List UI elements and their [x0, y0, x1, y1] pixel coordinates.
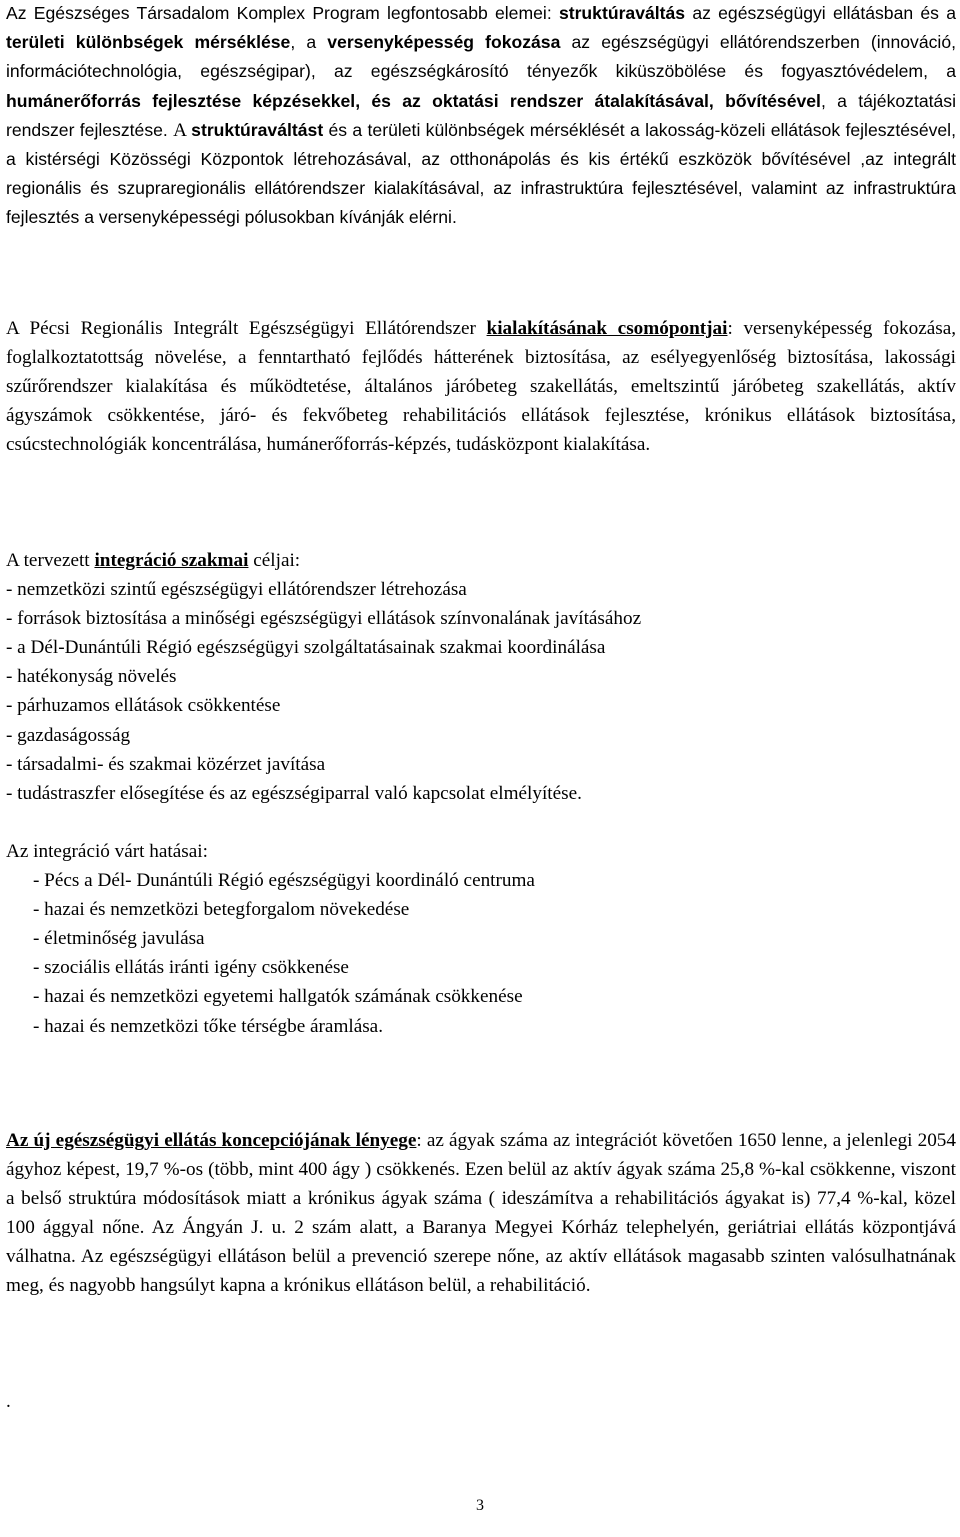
- paragraph-program-elements: [6, 0, 956, 233]
- list-item: - hazai és nemzetközi egyetemi hallgatók számának csökkenése: [33, 986, 523, 1008]
- list-item: - életminőség javulása: [33, 928, 205, 950]
- text-run: az egészségügyi ellátórendszerben (innováció, információtechnológia, egészségipar), az egészségkárosító tényezők kiküszöbölése és fogyasztóvédelem, a: [6, 32, 956, 82]
- effects-list: [6, 866, 956, 1041]
- bold-underlined-term: integráció szakmai: [94, 550, 249, 571]
- text-run: az egészségügyi ellátásban és a: [685, 3, 956, 23]
- text-run: , a: [290, 32, 328, 53]
- list-item: - párhuzamos ellátások csökkentése: [6, 695, 281, 717]
- text-run: A Pécsi Regionális Integrált Egészségügyi Ellátórendszer: [6, 318, 487, 339]
- section-heading: A tervezett integráció szakmai céljai:: [6, 550, 301, 571]
- bold-underlined-term: kialakításának csomópontjai: [486, 318, 728, 339]
- paragraph-concept: [6, 1126, 956, 1301]
- bold-term: területi különbségek mérséklése: [6, 32, 291, 53]
- bold-term: versenyképesség fokozása: [327, 32, 561, 53]
- list-item: - tudástraszfer elősegítése és az egészségiparral való kapcsolat elmélyítése.: [6, 782, 582, 804]
- list-item: - források biztosítása a minőségi egészségügyi ellátások színvonalának javításához: [6, 608, 642, 630]
- section-expected-effects: [6, 837, 956, 1041]
- trailing-dot: .: [6, 1391, 11, 1412]
- list-item: - gazdaságosság: [6, 724, 131, 746]
- list-item: - hazai és nemzetközi betegforgalom növekedése: [33, 899, 410, 921]
- text-run: Az Egészséges Társadalom Komplex Program legfontosabb elemei:: [6, 3, 559, 23]
- list-item: - szociális ellátás iránti igény csökkenése: [33, 957, 349, 979]
- list-item: - nemzetközi szintű egészségügyi ellátórendszer létrehozása: [6, 579, 467, 601]
- bold-underlined-term: Az új egészségügyi ellátás koncepciójának lényege: [6, 1130, 417, 1151]
- text-run: , a tájékoztatási rendszer fejlesztése.: [6, 90, 956, 140]
- page-number: 3: [476, 1497, 484, 1514]
- text-run: : az ágyak száma az integrációt követően 1650 lenne, a jelenlegi 2054 ágyhoz képest, 19,7 %-os (több, mint 400 ágy ) csökkenés. Ezen belül az aktív ágyak száma 25,8 %-kal csökkenne, viszont a belső struktúra módosítások miatt a krónikus ágyak száma ( ideszámítva a rehabilitációs ágyakat is) 77,4 %-kal, közel 100 ággyal nőne. Az Ángyán J. u. 2 szám alatt, a Baranya Megyei Kórház telephelyén, geriátriai ellátás központjává válhatna. Az egészségügyi ellátáson belül a prevenció szerepe nőne, az aktív ellátások magasabb szinten valósulhatnának meg, és nagyobb hangsúlyt kapna a krónikus ellátáson belül, a rehabilitáció.: [6, 1130, 956, 1297]
- bold-term: humánerőforrás fejlesztése képzésekkel, és az oktatási rendszer átalakításával, bővítésével: [6, 90, 821, 111]
- bold-term: struktúraváltás: [558, 3, 686, 23]
- text-run: : versenyképesség fokozása, foglalkoztatottság növelése, a fenntartható fejlődés hátterének biztosítása, az esélyegyenlőség biztosítása, lakossági szűrőrendszer kialakítása és működtetése, általános járóbeteg szakellátás, emeltszintű járóbeteg szakellátás, aktív ágyszámok csökkentése, járó- és fekvőbeteg rehabilitációs ellátások fejlesztése, krónikus ellátások biztosítása, csúcstechnológiák koncentrálása, humánerőforrás-képzés, tudásközpont kialakítása.: [6, 318, 957, 456]
- section-heading: Az integráció várt hatásai:: [6, 841, 208, 862]
- text-run: A: [173, 119, 192, 141]
- list-item: - társadalmi- és szakmai közérzet javítása: [6, 753, 326, 775]
- bold-term: struktúraváltást: [191, 119, 324, 140]
- paragraph-nodes: [6, 314, 956, 459]
- text-run: és a területi különbségek mérséklését a lakosság-közeli ellátások fejlesztésével, a kistérségi Közösségi Központok létrehozásával, az otthonápolás és kis értékű eszközök bővítésével ,az integrált regionális és szupraregionális ellátórendszer kialakításával, az infrastruktúra fejlesztésével, valamint az infrastruktúra fejlesztés a versenyképességi pólusokban kívánják elérni.: [6, 119, 956, 228]
- list-item: - a Dél-Dunántúli Régió egészségügyi szolgáltatásainak szakmai koordinálása: [6, 637, 606, 659]
- list-item: - Pécs a Dél- Dunántúli Régió egészségügyi koordináló centruma: [33, 870, 535, 892]
- list-item: - hazai és nemzetközi tőke térségbe áramlása.: [33, 1015, 383, 1037]
- section-integration-goals: [6, 546, 956, 808]
- list-item: - hatékonyság növelés: [6, 666, 177, 688]
- goals-list: [6, 575, 956, 808]
